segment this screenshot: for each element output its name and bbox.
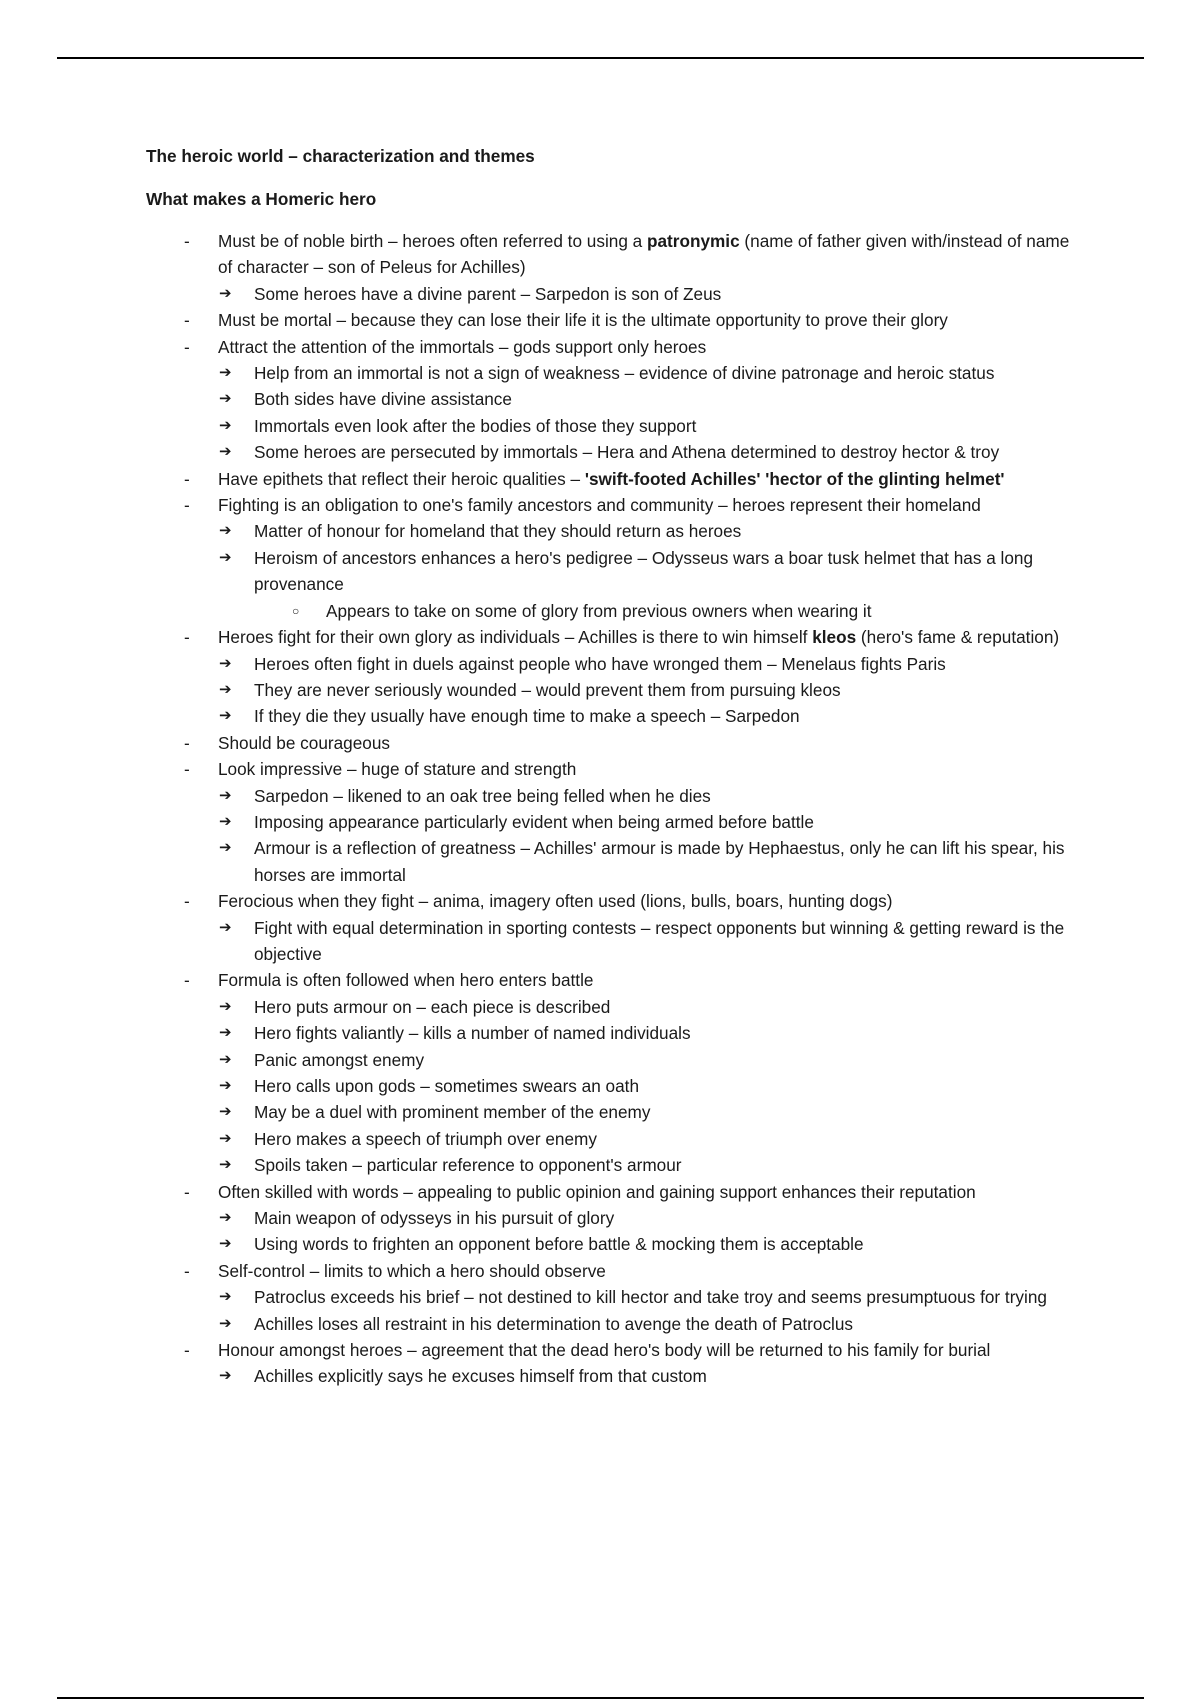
- item-text: Hero calls upon gods – sometimes swears an oath: [254, 1076, 640, 1096]
- list-item: [146, 703, 1086, 729]
- item-text: Achilles loses all restraint in his determination to avenge the death of Patroclus: [254, 1313, 854, 1334]
- list-item: [146, 1284, 1086, 1310]
- arrow-bullet-icon: ➔: [219, 1024, 232, 1042]
- arrow-bullet-icon: ➔: [219, 1050, 232, 1068]
- list-item: [146, 835, 1086, 888]
- item-text: Look impressive – huge of stature and strength: [218, 759, 577, 780]
- list-item: [146, 1020, 1086, 1046]
- dash-bullet-icon: -: [184, 495, 190, 516]
- item-text: Imposing appearance particularly evident when being armed before battle: [254, 811, 814, 832]
- item-text: Panic amongst enemy: [254, 1049, 425, 1070]
- arrow-bullet-icon: ➔: [219, 1129, 232, 1147]
- list-item: [146, 492, 1086, 518]
- item-text: Main weapon of odysseys in his pursuit of glory: [254, 1208, 615, 1229]
- list-item: [146, 1126, 1086, 1152]
- dash-bullet-icon: -: [184, 891, 190, 912]
- list-item: [146, 413, 1086, 439]
- arrow-bullet-icon: ➔: [219, 707, 232, 725]
- document-title: The heroic world – characterization and themes: [146, 146, 535, 166]
- arrow-bullet-icon: ➔: [219, 284, 232, 302]
- list-item: [146, 624, 1086, 650]
- list-item: [146, 677, 1086, 703]
- item-text: Armour is a reflection of greatness – Achilles' armour is made by Hephaestus, only he can lift his spear, his horses are immortal: [254, 838, 1065, 885]
- arrow-bullet-icon: ➔: [219, 416, 232, 434]
- list-item: [146, 994, 1086, 1020]
- item-text: Must be mortal – because they can lose their life it is the ultimate opportunity to prove their glory: [218, 310, 948, 331]
- document-body: [146, 143, 1086, 1390]
- item-text: Both sides have divine assistance: [254, 389, 512, 410]
- list-item: [146, 228, 1086, 281]
- item-text: Help from an immortal is not a sign of weakness – evidence of divine patronage and heroic status: [254, 363, 995, 384]
- list-item: [146, 1047, 1086, 1073]
- arrow-bullet-icon: ➔: [219, 1288, 232, 1306]
- arrow-bullet-icon: ➔: [219, 680, 232, 698]
- arrow-bullet-icon: ➔: [219, 918, 232, 936]
- list-item: [146, 281, 1086, 307]
- arrow-bullet-icon: ➔: [219, 1103, 232, 1121]
- list-item: [146, 1258, 1086, 1284]
- item-text: Matter of honour for homeland that they should return as heroes: [254, 521, 742, 542]
- item-text: Ferocious when they fight – anima, imagery often used (lions, bulls, boars, hunting dogs): [218, 891, 893, 912]
- list-item: [146, 651, 1086, 677]
- arrow-bullet-icon: ➔: [219, 548, 232, 566]
- list-item: [146, 915, 1086, 968]
- arrow-bullet-icon: ➔: [219, 1314, 232, 1332]
- item-text: Often skilled with words – appealing to public opinion and gaining support enhances their reputation: [218, 1181, 976, 1202]
- bold-text: 'swift-footed Achilles' 'hector of the glinting helmet': [584, 468, 1005, 489]
- list-item: [146, 783, 1086, 809]
- arrow-bullet-icon: ➔: [219, 522, 232, 540]
- arrow-bullet-icon: ➔: [219, 997, 232, 1015]
- list-item: [146, 888, 1086, 914]
- notes-list: [146, 228, 1086, 1390]
- item-text: Using words to frighten an opponent before battle & mocking them is acceptable: [254, 1234, 864, 1255]
- item-text: (hero's fame & reputation): [856, 627, 1060, 648]
- dash-bullet-icon: -: [184, 759, 190, 780]
- list-item: [146, 967, 1086, 993]
- item-text: Self-control – limits to which a hero should observe: [218, 1260, 606, 1281]
- item-text: Appears to take on some of glory from previous owners when wearing it: [326, 600, 872, 621]
- item-text: Heroes fight for their own glory as individuals – Achilles is there to win himself: [218, 627, 813, 648]
- item-text: If they die they usually have enough time to make a speech – Sarpedon: [254, 706, 800, 727]
- item-text: Formula is often followed when hero enters battle: [218, 970, 594, 991]
- list-item: [146, 756, 1086, 782]
- list-item: [146, 1337, 1086, 1363]
- item-text: Must be of noble birth – heroes often referred to using a: [218, 231, 647, 251]
- arrow-bullet-icon: ➔: [219, 1156, 232, 1174]
- list-item: [146, 360, 1086, 386]
- dash-bullet-icon: -: [184, 468, 190, 489]
- list-item: [146, 1205, 1086, 1231]
- item-text: Honour amongst heroes – agreement that the dead hero's body will be returned to his family for burial: [218, 1340, 991, 1361]
- list-item: [146, 386, 1086, 412]
- item-text: Some heroes have a divine parent – Sarpedon is son of Zeus: [254, 283, 722, 304]
- item-text: (name of father given with/instead of name of character – son of Peleus for Achilles): [218, 231, 1070, 278]
- item-text: Patroclus exceeds his brief – not destined to kill hector and take troy and seems presumptuous for trying: [254, 1287, 1047, 1308]
- list-item: [146, 1231, 1086, 1257]
- list-item: [146, 1363, 1086, 1389]
- list-item: [146, 1152, 1086, 1178]
- arrow-bullet-icon: ➔: [219, 786, 232, 804]
- list-item: [146, 1311, 1086, 1337]
- dash-bullet-icon: -: [184, 231, 190, 251]
- list-item: [146, 1099, 1086, 1125]
- section-heading: What makes a Homeric hero: [146, 189, 377, 209]
- arrow-bullet-icon: ➔: [219, 839, 232, 857]
- list-item: [146, 1073, 1086, 1099]
- list-item: [146, 730, 1086, 756]
- item-text: Fight with equal determination in sporting contests – respect opponents but winning & getting reward is the objective: [254, 917, 1065, 964]
- arrow-bullet-icon: ➔: [219, 443, 232, 461]
- item-text: Heroes often fight in duels against people who have wronged them – Menelaus fights Paris: [254, 653, 946, 674]
- circle-bullet-icon: ○: [292, 603, 300, 618]
- item-text: Immortals even look after the bodies of those they support: [254, 415, 697, 436]
- bold-text: kleos: [812, 627, 857, 648]
- item-text: Some heroes are persecuted by immortals – Hera and Athena determined to destroy hector & troy: [254, 442, 1000, 463]
- list-item: [146, 466, 1086, 492]
- dash-bullet-icon: -: [184, 1260, 190, 1281]
- arrow-bullet-icon: ➔: [219, 1209, 232, 1227]
- item-text: Hero makes a speech of triumph over enemy: [254, 1128, 597, 1149]
- list-item: [146, 518, 1086, 544]
- list-item: [146, 809, 1086, 835]
- item-text: Achilles explicitly says he excuses himself from that custom: [254, 1366, 707, 1387]
- list-item: [146, 1179, 1086, 1205]
- item-text: Fighting is an obligation to one's family ancestors and community – heroes represent their homeland: [218, 495, 981, 516]
- footer-rule: [57, 1697, 1144, 1699]
- arrow-bullet-icon: ➔: [219, 364, 232, 382]
- arrow-bullet-icon: ➔: [219, 654, 232, 672]
- dash-bullet-icon: -: [184, 336, 190, 357]
- item-text: Heroism of ancestors enhances a hero's pedigree – Odysseus wars a boar tusk helmet that has a long provenance: [254, 547, 1034, 595]
- list-item: [146, 307, 1086, 333]
- dash-bullet-icon: -: [184, 627, 190, 648]
- item-text: Sarpedon – likened to an oak tree being felled when he dies: [254, 785, 711, 806]
- item-text: They are never seriously wounded – would prevent them from pursuing kleos: [254, 679, 841, 700]
- list-item: [146, 545, 1086, 598]
- list-item: [146, 598, 1086, 624]
- item-text: Hero puts armour on – each piece is described: [254, 996, 611, 1017]
- arrow-bullet-icon: ➔: [219, 390, 232, 408]
- arrow-bullet-icon: ➔: [219, 812, 232, 830]
- bold-text: patronymic: [647, 231, 740, 251]
- arrow-bullet-icon: ➔: [219, 1077, 232, 1094]
- item-text: Attract the attention of the immortals – gods support only heroes: [218, 336, 707, 357]
- arrow-bullet-icon: ➔: [219, 1367, 232, 1385]
- list-item: [146, 334, 1086, 360]
- item-text: Have epithets that reflect their heroic qualities –: [218, 468, 585, 489]
- dash-bullet-icon: -: [184, 732, 190, 753]
- item-text: Should be courageous: [218, 732, 391, 753]
- dash-bullet-icon: -: [184, 1340, 190, 1361]
- dash-bullet-icon: -: [184, 970, 190, 991]
- header-rule: [57, 57, 1144, 59]
- dash-bullet-icon: -: [184, 310, 190, 331]
- dash-bullet-icon: -: [184, 1181, 190, 1202]
- list-item: [146, 439, 1086, 465]
- item-text: May be a duel with prominent member of the enemy: [254, 1102, 651, 1123]
- arrow-bullet-icon: ➔: [219, 1235, 232, 1253]
- item-text: Hero fights valiantly – kills a number of named individuals: [254, 1023, 691, 1044]
- item-text: Spoils taken – particular reference to opponent's armour: [254, 1155, 682, 1176]
